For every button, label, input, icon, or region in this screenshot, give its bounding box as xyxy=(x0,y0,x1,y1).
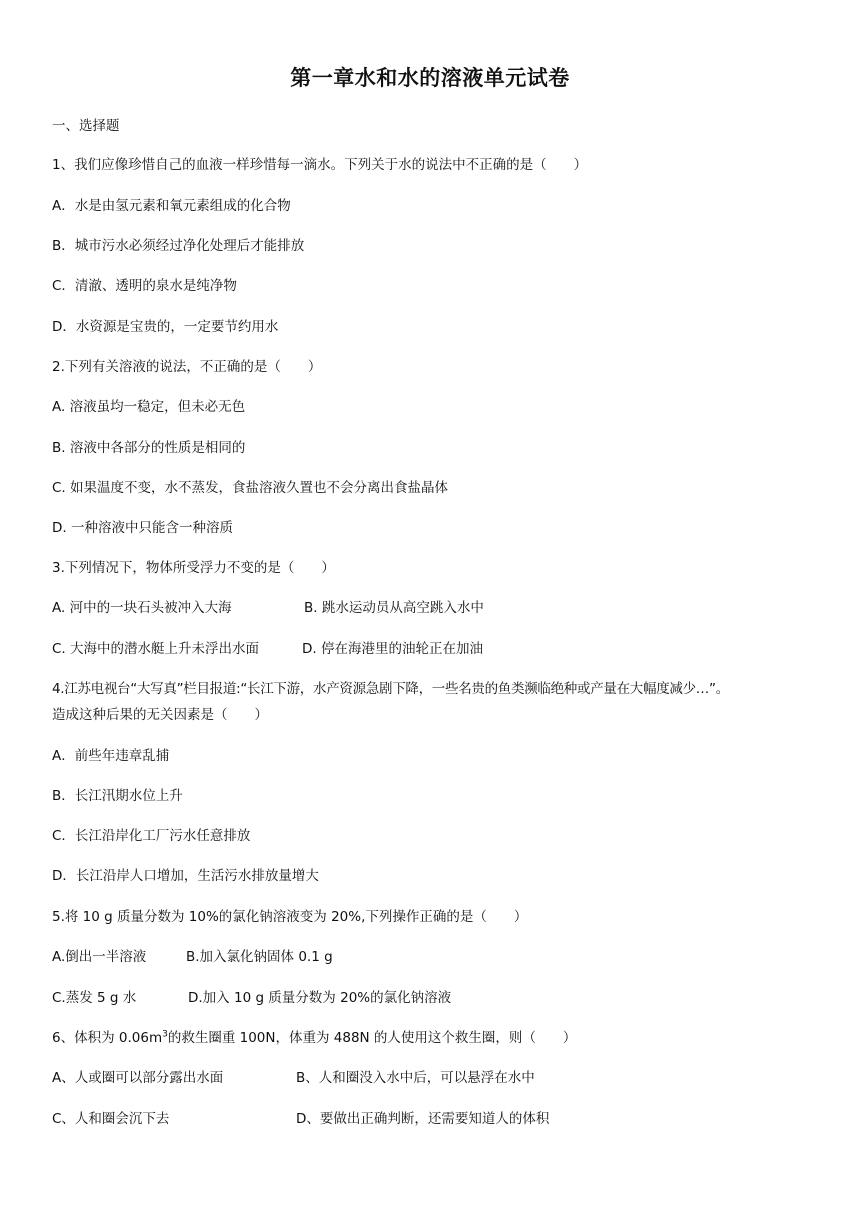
question-5-option-c: C.蒸发 5 g 水 xyxy=(52,990,137,1006)
question-2-option-d: D. 一种溶液中只能含一种溶质 xyxy=(52,520,233,536)
question-4-stem-line-2: 造成这种后果的无关因素是（ ） xyxy=(52,707,268,723)
question-5-option-a: A.倒出一半溶液 xyxy=(52,949,147,965)
question-6-stem-pre: 6、体积为 0.06m xyxy=(52,1030,163,1046)
question-2-option-b: B. 溶液中各部分的性质是相同的 xyxy=(52,440,246,456)
question-1-stem: 1、我们应像珍惜自己的血液一样珍惜每一滴水。下列关于水的说法中不正确的是（ ） xyxy=(52,157,588,173)
question-5-option-b: B.加入氯化钠固体 0.1 g xyxy=(186,949,333,965)
question-1-option-d: D．水资源是宝贵的，一定要节约用水 xyxy=(52,319,279,335)
question-4-option-a: A．前些年违章乱捕 xyxy=(52,748,170,764)
question-2-stem: 2.下列有关溶液的说法，不正确的是（ ） xyxy=(52,359,322,375)
question-6-option-a: A、人或圈可以部分露出水面 xyxy=(52,1070,224,1086)
section-heading: 一、选择题 xyxy=(52,118,120,134)
question-1-option-b: B．城市污水必须经过净化处理后才能排放 xyxy=(52,238,305,254)
question-4-option-c: C．长江沿岸化工厂污水任意排放 xyxy=(52,828,251,844)
question-3-option-b: B. 跳水运动员从高空跳入水中 xyxy=(304,600,484,616)
question-4-option-b: B．长江汛期水位上升 xyxy=(52,788,183,804)
question-6-option-d: D、要做出正确判断，还需要知道人的体积 xyxy=(296,1111,550,1127)
question-3-option-d: D. 停在海港里的油轮正在加油 xyxy=(302,641,483,657)
question-6-stem xyxy=(52,1028,576,1048)
page-title: 第一章水和水的溶液单元试卷 xyxy=(290,66,570,90)
question-6-option-c: C、人和圈会沉下去 xyxy=(52,1111,170,1127)
question-1-option-c: C．清澈、透明的泉水是纯净物 xyxy=(52,278,237,294)
question-6-stem-superscript: 3 xyxy=(162,1029,168,1040)
question-4-stem-line-1: 4.江苏电视台“大写真”栏目报道:“长江下游，水产资源急剧下降，一些名贵的鱼类濒临绝种或产量在大幅度减少…”。 xyxy=(52,681,729,697)
question-4-option-d: D．长江沿岸人口增加，生活污水排放量增大 xyxy=(52,868,319,884)
question-3-stem: 3.下列情况下，物体所受浮力不变的是（ ） xyxy=(52,560,335,576)
question-1-option-a: A．水是由氢元素和氧元素组成的化合物 xyxy=(52,198,291,214)
question-3-option-a: A. 河中的一块石头被冲入大海 xyxy=(52,600,232,616)
question-6-option-b: B、人和圈没入水中后，可以悬浮在水中 xyxy=(296,1070,535,1086)
question-6-stem-post: 的救生圈重 100N，体重为 488N 的人使用这个救生圈，则（ ） xyxy=(167,1030,577,1046)
question-2-option-a: A. 溶液虽均一稳定，但未必无色 xyxy=(52,399,246,415)
question-3-option-c: C. 大海中的潜水艇上升未浮出水面 xyxy=(52,641,260,657)
question-2-option-c: C. 如果温度不变，水不蒸发，食盐溶液久置也不会分离出食盐晶体 xyxy=(52,480,449,496)
question-5-stem: 5.将 10 g 质量分数为 10%的氯化钠溶液变为 20%,下列操作正确的是（ ） xyxy=(52,909,528,925)
question-5-option-d: D.加入 10 g 质量分数为 20%的氯化钠溶液 xyxy=(188,990,452,1006)
